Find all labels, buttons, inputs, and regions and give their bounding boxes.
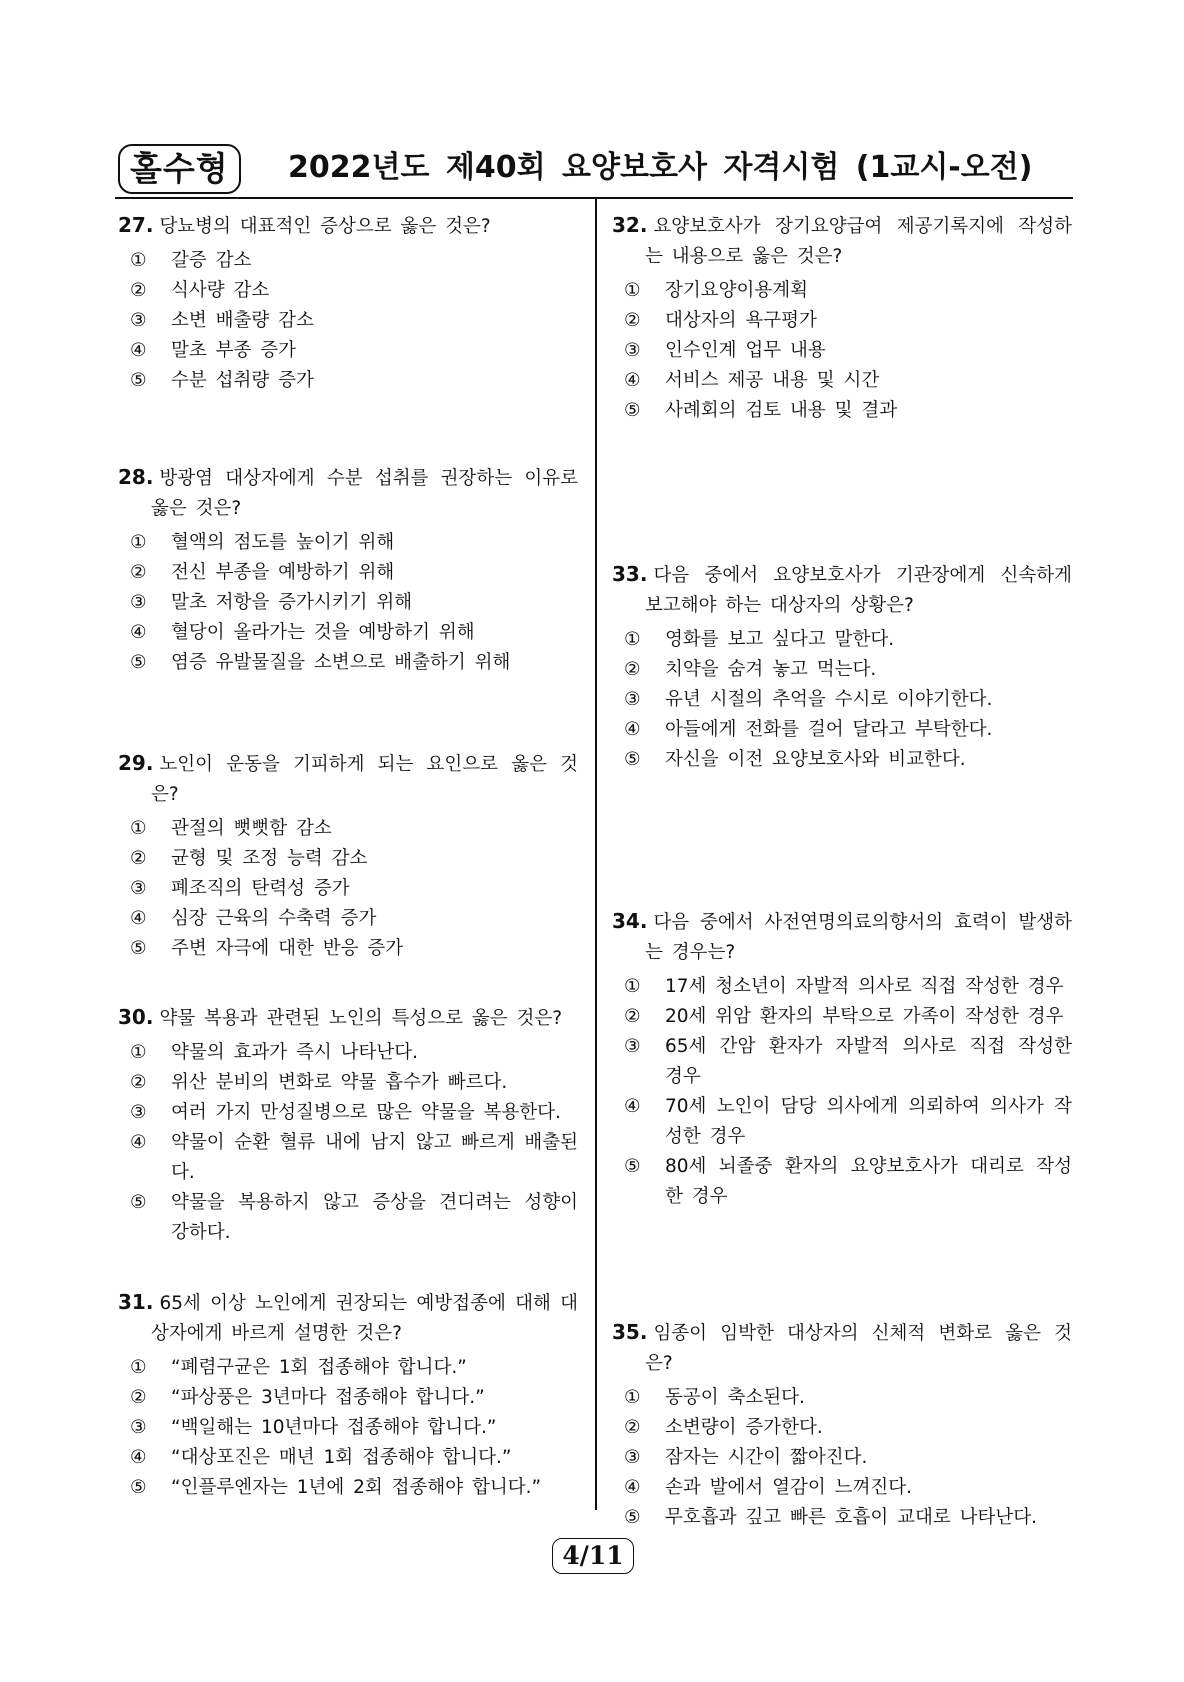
option-text: 관절의 뻣뻣함 감소 (171, 818, 332, 839)
question-stem (612, 906, 1072, 968)
option-number: ③ (624, 1036, 641, 1057)
question-32 (612, 210, 1072, 426)
question-text: 임종이 임박한 대상자의 신체적 변화로 옳은 것은? (645, 1323, 1072, 1374)
answer-option (624, 1092, 1072, 1152)
option-text: 잠자는 시간이 짧아진다. (665, 1447, 868, 1468)
option-text: 동공이 축소된다. (665, 1387, 805, 1408)
question-stem (118, 210, 578, 242)
answer-option (624, 655, 1072, 685)
answer-option (130, 306, 578, 336)
question-number: 29. (118, 751, 154, 775)
question-27 (118, 210, 578, 396)
answer-option (130, 558, 578, 588)
option-list (118, 814, 578, 964)
option-number: ③ (624, 689, 641, 710)
option-number: ① (624, 280, 641, 301)
option-number: ⑤ (130, 938, 147, 959)
answer-option (130, 1038, 578, 1068)
option-text: 자신을 이전 요양보호사와 비교한다. (665, 749, 966, 770)
option-text: 무호흡과 깊고 빠른 호흡이 교대로 나타난다. (665, 1507, 1037, 1528)
option-number: ④ (130, 1447, 147, 1468)
option-list (612, 1383, 1072, 1533)
answer-option (624, 972, 1072, 1002)
option-list (118, 528, 578, 678)
option-text: 심장 근육의 수축력 증가 (171, 908, 377, 929)
answer-option (624, 685, 1072, 715)
option-number: ① (624, 1387, 641, 1408)
option-text: 20세 위암 환자의 부탁으로 가족이 작성한 경우 (665, 1006, 1064, 1027)
option-number: ② (624, 1417, 641, 1438)
question-stem (118, 748, 578, 810)
option-text: 영화를 보고 싶다고 말한다. (665, 629, 895, 650)
answer-option (624, 396, 1072, 426)
option-number: ⑤ (624, 1156, 641, 1177)
question-stem (612, 210, 1072, 272)
option-number: ⑤ (624, 400, 641, 421)
answer-option (624, 1383, 1072, 1413)
option-number: ② (624, 1006, 641, 1027)
answer-option (130, 844, 578, 874)
option-text: “대상포진은 매년 1회 접종해야 합니다.” (171, 1447, 512, 1468)
answer-option (624, 1413, 1072, 1443)
option-text: “백일해는 10년마다 접종해야 합니다.” (171, 1417, 497, 1438)
question-text: 65세 이상 노인에게 권장되는 예방접종에 대해 대상자에게 바르게 설명한 것은? (151, 1293, 578, 1344)
option-number: ④ (130, 622, 147, 643)
answer-option (130, 1353, 578, 1383)
option-text: 인수인계 업무 내용 (665, 340, 826, 361)
option-number: ② (624, 310, 641, 331)
option-number: ① (130, 250, 147, 271)
answer-option (130, 276, 578, 306)
answer-option (130, 1473, 578, 1503)
answer-option (130, 904, 578, 934)
option-number: ④ (130, 340, 147, 361)
option-number: ② (130, 1387, 147, 1408)
option-text: 65세 간암 환자가 자발적 의사로 직접 작성한 경우 (665, 1036, 1072, 1087)
option-text: 아들에게 전화를 걸어 달라고 부탁한다. (665, 719, 993, 740)
question-number: 30. (118, 1005, 154, 1029)
option-text: 소변 배출량 감소 (171, 310, 314, 331)
question-stem (118, 1002, 578, 1034)
option-number: ⑤ (130, 652, 147, 673)
option-number: ③ (130, 1102, 147, 1123)
option-text: 소변량이 증가한다. (665, 1417, 823, 1438)
question-number: 32. (612, 213, 648, 237)
question-number: 27. (118, 213, 154, 237)
option-number: ⑤ (624, 749, 641, 770)
answer-option (130, 814, 578, 844)
option-number: ① (624, 976, 641, 997)
question-text: 요양보호사가 장기요양급여 제공기록지에 작성하는 내용으로 옳은 것은? (645, 216, 1072, 267)
question-text: 다음 중에서 요양보호사가 기관장에게 신속하게 보고해야 하는 대상자의 상황은? (645, 565, 1072, 616)
option-text: 말초 부종 증가 (171, 340, 296, 361)
answer-option (130, 618, 578, 648)
option-number: ① (130, 1357, 147, 1378)
answer-option (624, 1443, 1072, 1473)
answer-option (130, 1098, 578, 1128)
question-29 (118, 748, 578, 964)
option-number: ② (624, 659, 641, 680)
answer-option (130, 648, 578, 678)
option-number: ⑤ (130, 1192, 147, 1213)
answer-option (130, 1068, 578, 1098)
option-text: 약물의 효과가 즉시 나타난다. (171, 1042, 418, 1063)
option-text: 유년 시절의 추억을 수시로 이야기한다. (665, 689, 993, 710)
answer-option (130, 1413, 578, 1443)
option-text: 균형 및 조정 능력 감소 (171, 848, 368, 869)
option-list (118, 246, 578, 396)
option-text: 대상자의 욕구평가 (665, 310, 817, 331)
option-list (612, 276, 1072, 426)
option-number: ④ (130, 908, 147, 929)
option-number: ⑤ (130, 1477, 147, 1498)
answer-option (130, 528, 578, 558)
option-number: ① (130, 532, 147, 553)
option-text: 손과 발에서 열감이 느껴진다. (665, 1477, 912, 1498)
answer-option (624, 1473, 1072, 1503)
option-number: ③ (130, 310, 147, 331)
option-text: 수분 섭취량 증가 (171, 370, 314, 391)
option-text: “파상풍은 3년마다 접종해야 합니다.” (171, 1387, 485, 1408)
question-33 (612, 559, 1072, 775)
answer-option (624, 1032, 1072, 1092)
question-text: 다음 중에서 사전연명의료의향서의 효력이 발생하는 경우는? (645, 912, 1072, 963)
exam-title: 2022년도 제40회 요양보호사 자격시험 (1교시-오전) (288, 150, 1033, 185)
option-number: ② (130, 848, 147, 869)
option-list (612, 972, 1072, 1212)
option-number: ③ (130, 878, 147, 899)
option-text: 위산 분비의 변화로 약물 흡수가 빠르다. (171, 1072, 508, 1093)
answer-option (130, 366, 578, 396)
option-number: ④ (624, 719, 641, 740)
option-text: 폐조직의 탄력성 증가 (171, 878, 350, 899)
option-text: 주변 자극에 대한 반응 증가 (171, 938, 404, 959)
option-text: 혈당이 올라가는 것을 예방하기 위해 (171, 622, 475, 643)
answer-option (130, 336, 578, 366)
question-text: 노인이 운동을 기피하게 되는 요인으로 옳은 것은? (151, 754, 578, 805)
option-text: 갈증 감소 (171, 250, 252, 271)
option-number: ④ (624, 370, 641, 391)
answer-option (624, 625, 1072, 655)
option-list (118, 1353, 578, 1503)
header-rule (115, 197, 1073, 199)
option-number: ④ (624, 1096, 641, 1117)
question-stem (118, 1287, 578, 1349)
answer-option (624, 745, 1072, 775)
question-text: 약물 복용과 관련된 노인의 특성으로 옳은 것은? (159, 1008, 563, 1029)
option-text: 약물을 복용하지 않고 증상을 견디려는 성향이 강하다. (171, 1192, 578, 1243)
exam-header (118, 136, 1070, 198)
option-text: 서비스 제공 내용 및 시간 (665, 370, 880, 391)
option-number: ② (130, 1072, 147, 1093)
column-divider (595, 198, 597, 1510)
option-text: 17세 청소년이 자발적 의사로 직접 작성한 경우 (665, 976, 1064, 997)
option-text: 전신 부종을 예방하기 위해 (171, 562, 395, 583)
question-35 (612, 1317, 1072, 1533)
question-number: 34. (612, 909, 648, 933)
option-text: 장기요양이용계획 (665, 280, 808, 301)
option-list (612, 625, 1072, 775)
option-number: ⑤ (624, 1507, 641, 1528)
answer-option (130, 874, 578, 904)
option-text: 약물이 순환 혈류 내에 남지 않고 빠르게 배출된다. (171, 1132, 578, 1183)
answer-option (624, 306, 1072, 336)
option-number: ④ (130, 1132, 147, 1153)
option-number: ① (130, 818, 147, 839)
option-number: ① (130, 1042, 147, 1063)
option-number: ③ (624, 340, 641, 361)
question-stem (612, 559, 1072, 621)
option-number: ③ (624, 1447, 641, 1468)
option-text: 말초 저항을 증가시키기 위해 (171, 592, 413, 613)
question-number: 31. (118, 1290, 154, 1314)
option-text: 70세 노인이 담당 의사에게 의뢰하여 의사가 작성한 경우 (665, 1096, 1072, 1147)
option-text: 치약을 숨겨 놓고 먹는다. (665, 659, 877, 680)
option-text: 80세 뇌졸중 환자의 요양보호사가 대리로 작성한 경우 (665, 1156, 1072, 1207)
option-number: ③ (130, 592, 147, 613)
option-number: ② (130, 562, 147, 583)
question-28 (118, 462, 578, 678)
answer-option (130, 934, 578, 964)
question-number: 28. (118, 465, 154, 489)
option-number: ④ (624, 1477, 641, 1498)
option-text: 식사량 감소 (171, 280, 270, 301)
option-text: “인플루엔자는 1년에 2회 접종해야 합니다.” (171, 1477, 542, 1498)
option-number: ⑤ (130, 370, 147, 391)
question-text: 방광염 대상자에게 수분 섭취를 권장하는 이유로 옳은 것은? (151, 468, 578, 519)
question-text: 당뇨병의 대표적인 증상으로 옳은 것은? (159, 216, 491, 237)
option-list (118, 1038, 578, 1248)
page-number: 4/11 (552, 1538, 634, 1574)
option-text: 염증 유발물질을 소변으로 배출하기 위해 (171, 652, 511, 673)
question-31 (118, 1287, 578, 1503)
option-text: “폐렴구균은 1회 접종해야 합니다.” (171, 1357, 467, 1378)
answer-option (624, 336, 1072, 366)
question-stem (612, 1317, 1072, 1379)
answer-option (624, 715, 1072, 745)
answer-option (130, 1383, 578, 1413)
question-30 (118, 1002, 578, 1248)
answer-option (624, 1152, 1072, 1212)
answer-option (624, 1503, 1072, 1533)
question-34 (612, 906, 1072, 1212)
exam-type-badge: 홀수형 (118, 144, 241, 194)
option-number: ① (624, 629, 641, 650)
option-text: 사례회의 검토 내용 및 결과 (665, 400, 898, 421)
option-text: 혈액의 점도를 높이기 위해 (171, 532, 395, 553)
answer-option (130, 246, 578, 276)
answer-option (624, 366, 1072, 396)
answer-option (130, 1443, 578, 1473)
option-number: ③ (130, 1417, 147, 1438)
option-number: ② (130, 280, 147, 301)
answer-option (624, 1002, 1072, 1032)
answer-option (130, 1188, 578, 1248)
question-number: 35. (612, 1320, 648, 1344)
option-text: 여러 가지 만성질병으로 많은 약물을 복용한다. (171, 1102, 561, 1123)
answer-option (130, 1128, 578, 1188)
question-stem (118, 462, 578, 524)
answer-option (130, 588, 578, 618)
answer-option (624, 276, 1072, 306)
question-number: 33. (612, 562, 648, 586)
